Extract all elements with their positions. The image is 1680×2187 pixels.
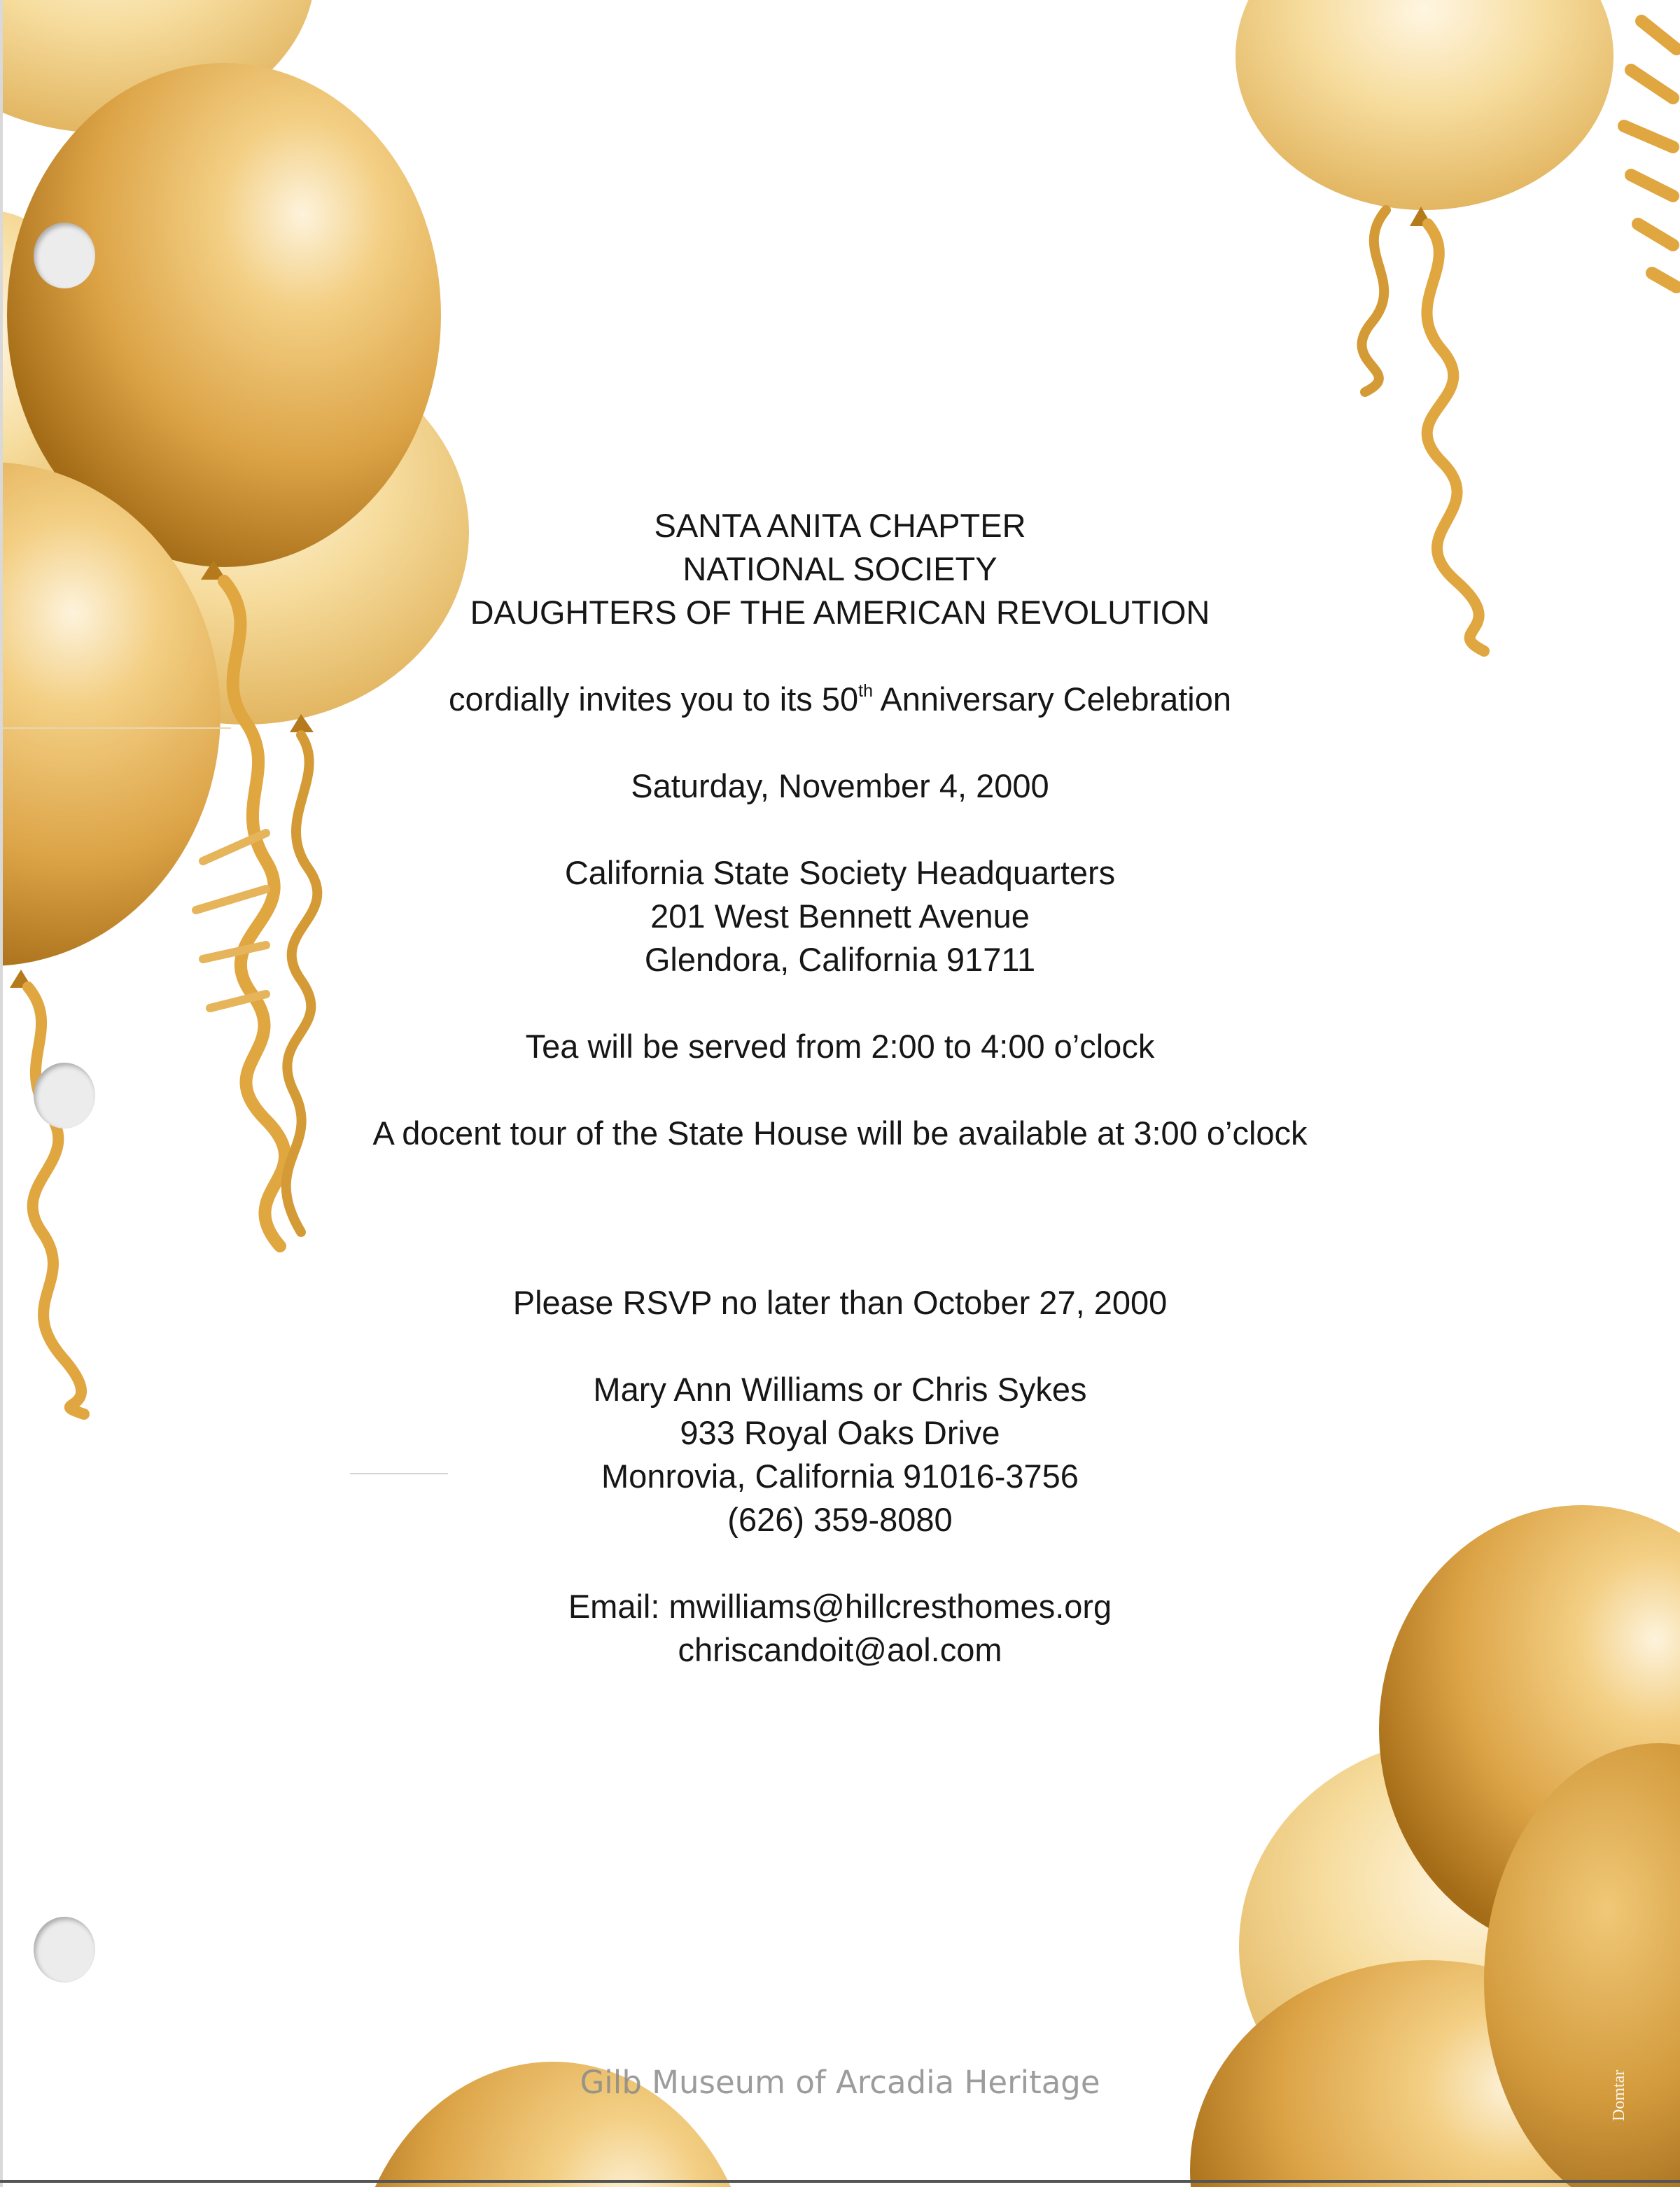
ribbon (1362, 210, 1386, 392)
paper-brand-mark: Domtar (1610, 2069, 1628, 2121)
rsvp-block (0, 1281, 1680, 1672)
invite-line: cordially invites you to its 50th Anniversary Celebration (448, 680, 1232, 718)
venue-line: Glendora, California 91711 (644, 941, 1036, 978)
venue-line: California State Society Headquarters (564, 854, 1116, 891)
event-date: Saturday, November 4, 2000 (631, 767, 1049, 804)
scan-edge (0, 2180, 1680, 2183)
host-line: DAUGHTERS OF THE AMERICAN REVOLUTION (470, 594, 1210, 631)
contact-line: Monrovia, California 91016-3756 (601, 1458, 1079, 1495)
host-line: NATIONAL SOCIETY (682, 550, 997, 587)
rsvp-line: Please RSVP no later than October 27, 2000 (512, 1284, 1168, 1321)
invitation-text (0, 504, 1680, 1155)
punch-hole (34, 1917, 95, 1983)
venue-line: 201 West Bennett Avenue (650, 897, 1030, 935)
ribbon (1624, 21, 1676, 287)
museum-watermark: Gilb Museum of Arcadia Heritage (580, 2064, 1100, 2101)
contact-line: 933 Royal Oaks Drive (680, 1414, 1000, 1451)
contact-line: Mary Ann Williams or Chris Sykes (593, 1371, 1087, 1408)
tea-line: Tea will be served from 2:00 to 4:00 o’clock (525, 1028, 1155, 1065)
punch-hole (34, 223, 95, 288)
contact-line: (626) 359-8080 (727, 1501, 953, 1538)
email-line: Email: mwilliams@hillcresthomes.org (568, 1588, 1112, 1625)
balloon (1236, 0, 1614, 210)
host-line: SANTA ANITA CHAPTER (654, 507, 1026, 544)
tour-line: A docent tour of the State House will be available at 3:00 o’clock (372, 1115, 1308, 1152)
email-line: chriscandoit@aol.com (678, 1631, 1002, 1668)
